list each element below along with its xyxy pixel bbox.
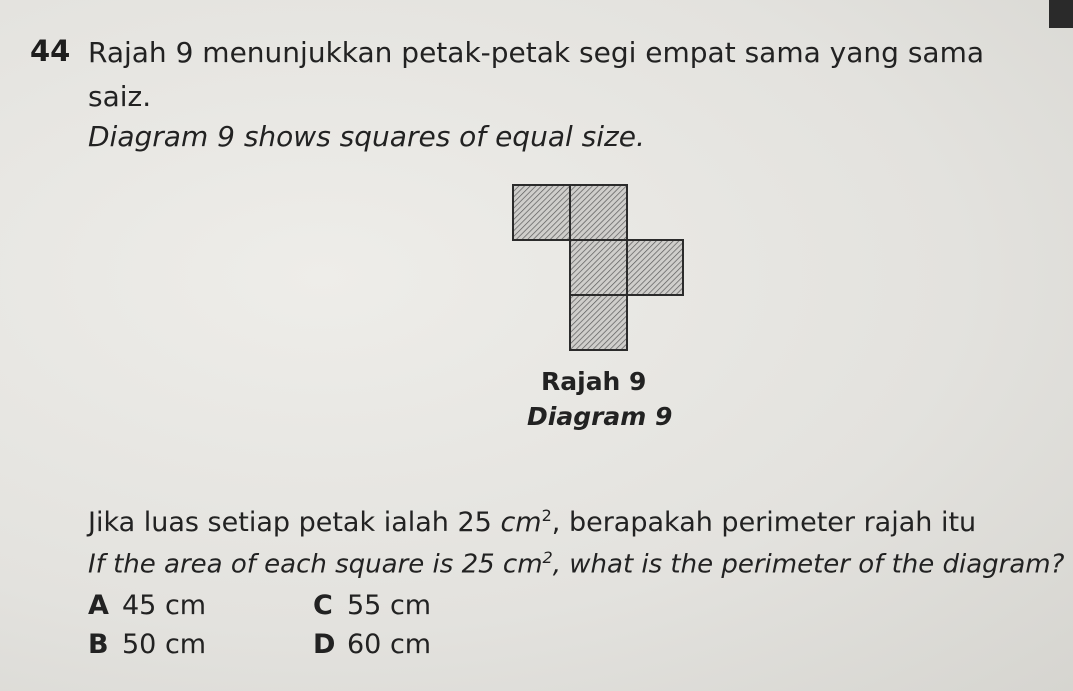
- option-d-letter: D: [313, 629, 336, 660]
- option-d[interactable]: [313, 629, 431, 660]
- prompt-malay-unit: cm: [500, 507, 542, 538]
- option-a[interactable]: [88, 590, 206, 621]
- square-middle-right: [627, 240, 683, 295]
- question-number: 44: [30, 34, 71, 68]
- option-c-letter: C: [313, 590, 333, 621]
- prompt-malay: [88, 506, 976, 538]
- diagram-caption-english: Diagram 9: [527, 402, 673, 431]
- option-c-text: 55 cm: [347, 590, 432, 621]
- square-top-left: [513, 185, 570, 240]
- option-b-text: 50 cm: [122, 629, 207, 660]
- square-bottom: [570, 295, 627, 350]
- question-text-english: Diagram 9 shows squares of equal size.: [88, 120, 645, 153]
- prompt-english-before: If the area of each square is 25: [88, 549, 503, 580]
- page-corner-edge: [1049, 0, 1073, 28]
- option-b-letter: B: [88, 629, 109, 660]
- question-text-malay-line2: saiz.: [88, 80, 152, 113]
- option-a-letter: A: [88, 590, 109, 621]
- diagram-caption-malay: Rajah 9: [541, 367, 647, 396]
- option-d-text: 60 cm: [347, 629, 432, 660]
- question-text-malay-line1: Rajah 9 menunjukkan petak-petak segi empat sama yang sama: [88, 36, 984, 69]
- option-c[interactable]: [313, 590, 431, 621]
- prompt-english-sup: 2: [542, 548, 553, 567]
- prompt-malay-after: , berapakah perimeter rajah itu: [551, 507, 977, 538]
- option-a-text: 45 cm: [122, 590, 207, 621]
- prompt-english: [88, 548, 1064, 580]
- prompt-malay-before: Jika luas setiap petak ialah 25: [88, 507, 501, 538]
- square-middle: [570, 240, 627, 295]
- square-top-middle: [570, 185, 627, 240]
- prompt-english-after: , what is the perimeter of the diagram?: [552, 549, 1065, 580]
- option-b[interactable]: [88, 629, 206, 660]
- squares-diagram: [510, 183, 686, 353]
- prompt-english-unit: cm: [502, 549, 543, 580]
- prompt-malay-sup: 2: [541, 506, 552, 525]
